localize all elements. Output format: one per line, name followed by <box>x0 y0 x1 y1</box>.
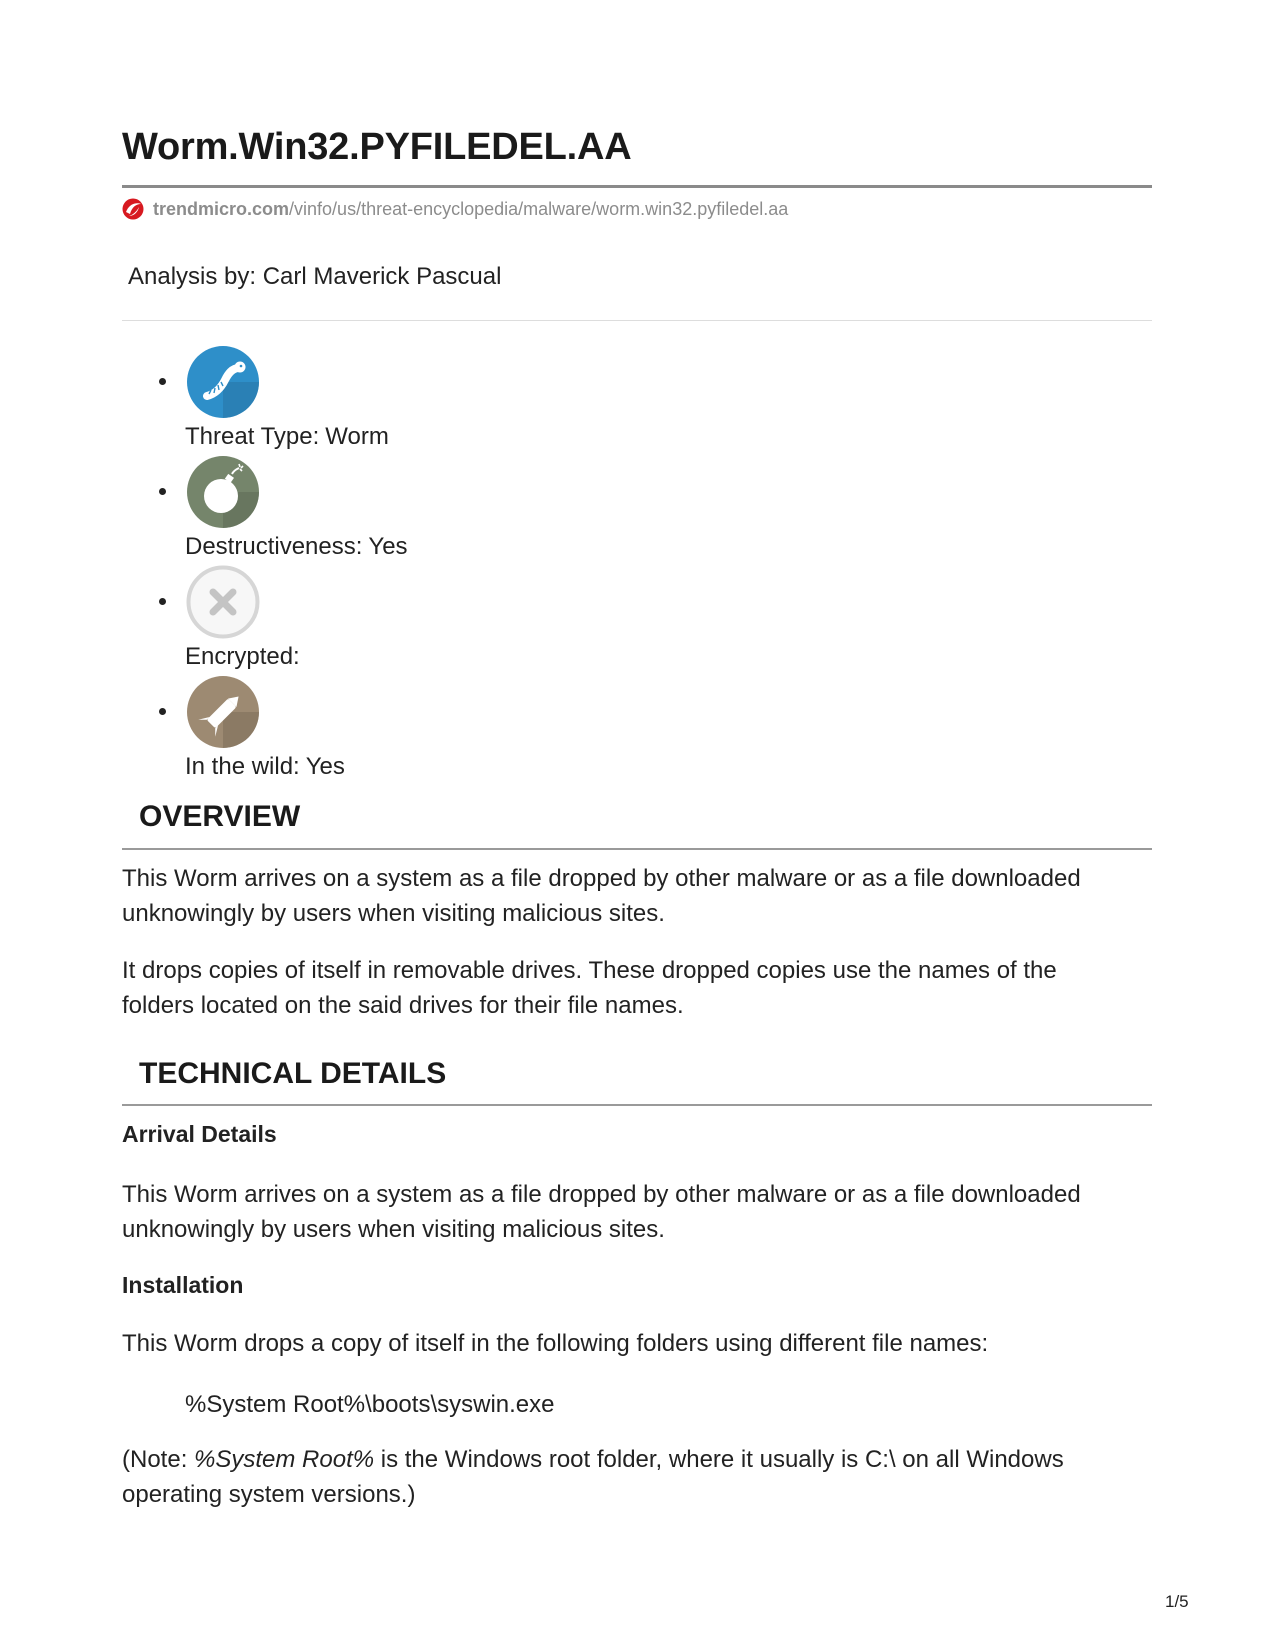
arrival-details-heading: Arrival Details <box>122 1121 277 1147</box>
indicator-threat-type <box>122 344 922 454</box>
missile-icon <box>185 674 261 750</box>
threat-indicator-list <box>122 344 922 784</box>
overview-paragraph: This Worm arrives on a system as a file dropped by other malware or as a file downloaded unknowingly by users when visiting malicious sites. <box>122 865 1081 927</box>
technical-divider <box>122 1104 1152 1106</box>
note-paragraph <box>122 1442 1132 1512</box>
bullet <box>159 378 166 385</box>
source-url[interactable] <box>122 197 788 221</box>
indicator-label: Destructiveness: Yes <box>185 533 408 560</box>
indicator-label: Encrypted: <box>185 643 300 670</box>
technical-details-heading: TECHNICAL DETAILS <box>139 1057 447 1090</box>
overview-heading: OVERVIEW <box>139 800 301 833</box>
analysis-divider <box>122 320 1152 321</box>
bomb-icon <box>185 454 261 530</box>
x-icon <box>185 564 261 640</box>
overview-paragraph: It drops copies of itself in removable drives. These dropped copies use the names of the folders located on the said drives for their file names. <box>122 957 1057 1019</box>
page-title: Worm.Win32.PYFILEDEL.AA <box>122 126 632 168</box>
note-emphasis: %System Root% <box>194 1446 375 1473</box>
indicator-encrypted <box>122 564 922 674</box>
installation-heading: Installation <box>122 1272 244 1298</box>
bullet <box>159 488 166 495</box>
bullet <box>159 598 166 605</box>
note-suffix: is the Windows root folder, where it usually is C:\ on all Windows operating system versions.) <box>122 1446 1064 1508</box>
page-number: 1/5 <box>1165 1592 1189 1611</box>
indicator-label: In the wild: Yes <box>185 753 345 780</box>
source-domain[interactable]: trendmicro.com <box>153 198 290 219</box>
indicator-in-the-wild <box>122 674 922 784</box>
overview-divider <box>122 848 1152 850</box>
trendmicro-logo-icon <box>122 198 144 220</box>
dropped-file-path: %System Root%\boots\syswin.exe <box>185 1391 555 1418</box>
note-prefix: (Note: <box>122 1446 195 1473</box>
arrival-paragraph: This Worm arrives on a system as a file dropped by other malware or as a file downloaded unknowingly by users when visiting malicious sites. <box>122 1181 1081 1243</box>
indicator-label: Threat Type: Worm <box>185 423 389 450</box>
installation-paragraph: This Worm drops a copy of itself in the following folders using different file names: <box>122 1330 989 1357</box>
analysis-by: Analysis by: Carl Maverick Pascual <box>128 263 502 290</box>
title-divider <box>122 185 1152 188</box>
indicator-destructiveness <box>122 454 922 564</box>
worm-icon <box>185 344 261 420</box>
source-path[interactable]: /vinfo/us/threat-encyclopedia/malware/worm.win32.pyfiledel.aa <box>289 198 789 219</box>
bullet <box>159 708 166 715</box>
